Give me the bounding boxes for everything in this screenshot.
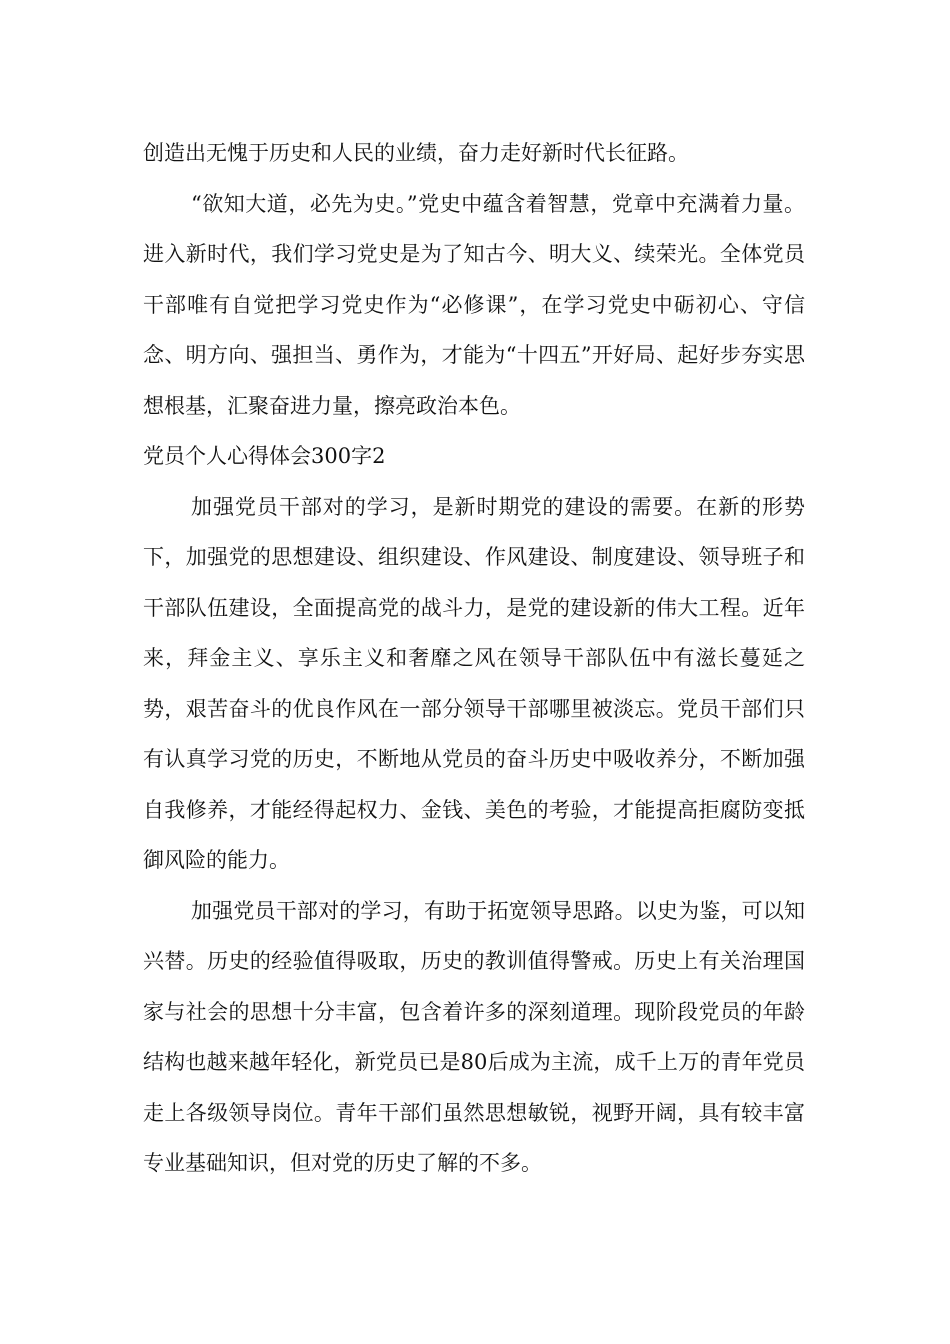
paragraph-continuation: 创造出无愧于历史和人民的业绩，奋力走好新时代长征路。 xyxy=(143,141,689,165)
paragraph-leadership-thinking: 加强党员干部对的学习，有助于拓宽领导思路。以史为鉴，可以知兴替。历史的经验值得吸取，历史的教训值得警戒。历史上有关治理国家与社会的思想十分丰富，包含着许多的深刻道理。现阶段党员的年龄结构也越来越年轻化，新党员已是80后成为主流，成千上万的青年党员走上各级领导岗位。青年干部们虽然思想敏锐，视野开阔，具有较丰富专业基础知识，但对党的历史了解的不多。 xyxy=(143,898,805,1175)
document-body xyxy=(143,128,805,1189)
paragraph-party-history: “欲知大道，必先为史。”党史中蕴含着智慧，党章中充满着力量。进入新时代，我们学习党史是为了知古今、明大义、续荣光。全体党员干部唯有自觉把学习党史作为“必修课”，在学习党史中砺初心、守信念、明方向、强担当、勇作为，才能为“十四五”开好局、起好步夯实思想根基，汇聚奋进力量，擦亮政治本色。 xyxy=(143,191,805,418)
paragraph-party-building: 加强党员干部对的学习，是新时期党的建设的需要。在新的形势下，加强党的思想建设、组织建设、作风建设、制度建设、领导班子和干部队伍建设，全面提高党的战斗力，是党的建设新的伟大工程。近年来，拜金主义、享乐主义和奢靡之风在领导干部队伍中有滋长蔓延之势，艰苦奋斗的优良作风在一部分领导干部哪里被淡忘。党员干部们只有认真学习党的历史，不断地从党员的奋斗历史中吸收养分，不断加强自我修养，才能经得起权力、金钱、美色的考验，才能提高拒腐防变抵御风险的能力。 xyxy=(143,494,805,872)
section-heading: 党员个人心得体会300字2 xyxy=(143,444,386,468)
